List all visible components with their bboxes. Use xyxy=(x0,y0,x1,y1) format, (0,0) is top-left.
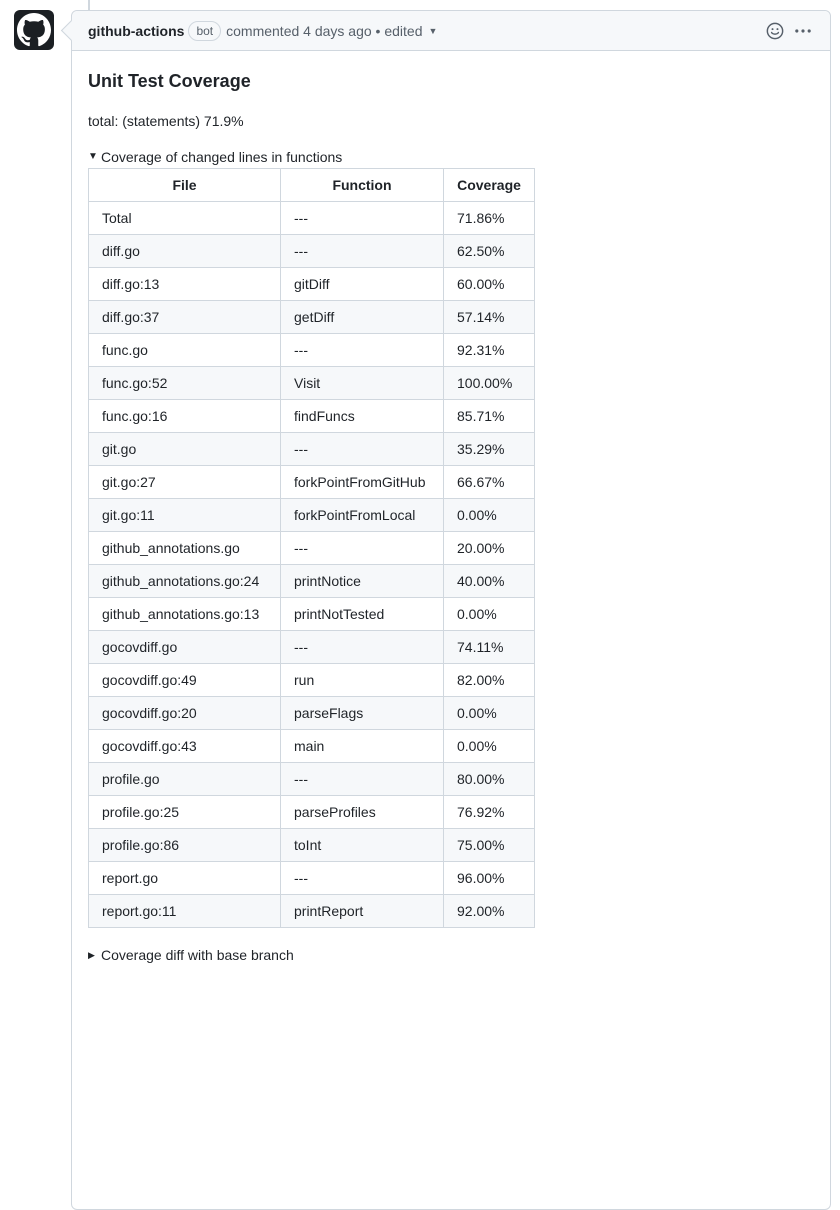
file-cell: func.go:16 xyxy=(89,400,281,433)
comment-body xyxy=(72,51,830,965)
file-cell: gocovdiff.go:20 xyxy=(89,697,281,730)
kebab-horizontal-icon[interactable] xyxy=(794,22,812,40)
function-cell: gitDiff xyxy=(281,268,444,301)
coverage-cell: 66.67% xyxy=(444,466,535,499)
column-header-function: Function xyxy=(281,169,444,202)
table-row xyxy=(89,235,535,268)
file-cell: profile.go:25 xyxy=(89,796,281,829)
coverage-cell: 0.00% xyxy=(444,598,535,631)
file-cell: git.go:27 xyxy=(89,466,281,499)
function-cell: Visit xyxy=(281,367,444,400)
coverage-cell: 0.00% xyxy=(444,697,535,730)
file-cell: report.go:11 xyxy=(89,895,281,928)
file-cell: github_annotations.go xyxy=(89,532,281,565)
function-cell: getDiff xyxy=(281,301,444,334)
coverage-cell: 74.11% xyxy=(444,631,535,664)
coverage-cell: 92.00% xyxy=(444,895,535,928)
coverage-cell: 76.92% xyxy=(444,796,535,829)
bot-badge: bot xyxy=(188,21,221,41)
function-cell: --- xyxy=(281,763,444,796)
table-row xyxy=(89,433,535,466)
comment-title: Unit Test Coverage xyxy=(88,71,251,91)
coverage-cell: 57.14% xyxy=(444,301,535,334)
table-row xyxy=(89,202,535,235)
table-row xyxy=(89,862,535,895)
function-cell: parseProfiles xyxy=(281,796,444,829)
table-row xyxy=(89,598,535,631)
table-header-row xyxy=(89,169,535,202)
function-cell: --- xyxy=(281,631,444,664)
function-cell: forkPointFromLocal xyxy=(281,499,444,532)
file-cell: gocovdiff.go:43 xyxy=(89,730,281,763)
github-logo-icon xyxy=(17,13,51,47)
file-cell: gocovdiff.go xyxy=(89,631,281,664)
function-cell: --- xyxy=(281,532,444,565)
table-row xyxy=(89,301,535,334)
function-cell: printReport xyxy=(281,895,444,928)
details2-summary-label: Coverage diff with base branch xyxy=(101,947,294,963)
table-row xyxy=(89,796,535,829)
file-cell: github_annotations.go:13 xyxy=(89,598,281,631)
coverage-table-body xyxy=(89,202,535,928)
coverage-cell: 62.50% xyxy=(444,235,535,268)
function-cell: run xyxy=(281,664,444,697)
function-cell: parseFlags xyxy=(281,697,444,730)
coverage-cell: 0.00% xyxy=(444,499,535,532)
function-cell: --- xyxy=(281,202,444,235)
table-row xyxy=(89,532,535,565)
smiley-icon[interactable] xyxy=(766,22,784,40)
file-cell: func.go xyxy=(89,334,281,367)
file-cell: diff.go:37 xyxy=(89,301,281,334)
comment-header xyxy=(72,11,830,51)
table-row xyxy=(89,367,535,400)
function-cell: main xyxy=(281,730,444,763)
table-row xyxy=(89,664,535,697)
table-row xyxy=(89,499,535,532)
function-cell: printNotTested xyxy=(281,598,444,631)
total-coverage: total: (statements) 71.9% xyxy=(88,113,244,129)
file-cell: func.go:52 xyxy=(89,367,281,400)
table-row xyxy=(89,565,535,598)
comment-box xyxy=(71,10,831,1210)
table-row xyxy=(89,631,535,664)
file-cell: git.go:11 xyxy=(89,499,281,532)
coverage-cell: 82.00% xyxy=(444,664,535,697)
table-row xyxy=(89,895,535,928)
coverage-cell: 75.00% xyxy=(444,829,535,862)
details-summary-coverage-diff[interactable] xyxy=(88,945,814,965)
triangle-right-icon: ▶ xyxy=(88,950,95,960)
author-link[interactable]: github-actions xyxy=(88,22,185,39)
coverage-cell: 40.00% xyxy=(444,565,535,598)
table-row xyxy=(89,400,535,433)
table-row xyxy=(89,697,535,730)
column-header-coverage: Coverage xyxy=(444,169,535,202)
file-cell: profile.go:86 xyxy=(89,829,281,862)
function-cell: forkPointFromGitHub xyxy=(281,466,444,499)
comment-meta[interactable]: commented 4 days ago • edited xyxy=(226,22,423,39)
table-row xyxy=(89,763,535,796)
details-summary-label: Coverage of changed lines in functions xyxy=(101,149,343,165)
function-cell: --- xyxy=(281,862,444,895)
table-row xyxy=(89,829,535,862)
file-cell: profile.go xyxy=(89,763,281,796)
table-row xyxy=(89,268,535,301)
file-cell: git.go xyxy=(89,433,281,466)
triangle-down-icon: ▼ xyxy=(88,151,98,162)
file-cell: gocovdiff.go:49 xyxy=(89,664,281,697)
function-cell: --- xyxy=(281,235,444,268)
coverage-cell: 20.00% xyxy=(444,532,535,565)
file-cell: github_annotations.go:24 xyxy=(89,565,281,598)
coverage-cell: 0.00% xyxy=(444,730,535,763)
coverage-cell: 96.00% xyxy=(444,862,535,895)
function-cell: toInt xyxy=(281,829,444,862)
coverage-cell: 35.29% xyxy=(444,433,535,466)
function-cell: --- xyxy=(281,334,444,367)
coverage-cell: 92.31% xyxy=(444,334,535,367)
details-summary-changed-lines[interactable] xyxy=(88,147,814,167)
avatar[interactable] xyxy=(14,10,54,50)
function-cell: --- xyxy=(281,433,444,466)
chevron-down-icon[interactable]: ▼ xyxy=(428,25,438,36)
function-cell: findFuncs xyxy=(281,400,444,433)
file-cell: diff.go:13 xyxy=(89,268,281,301)
column-header-file: File xyxy=(89,169,281,202)
coverage-cell: 60.00% xyxy=(444,268,535,301)
file-cell: Total xyxy=(89,202,281,235)
table-row xyxy=(89,466,535,499)
table-row xyxy=(89,730,535,763)
coverage-cell: 71.86% xyxy=(444,202,535,235)
coverage-cell: 80.00% xyxy=(444,763,535,796)
coverage-cell: 100.00% xyxy=(444,367,535,400)
coverage-table xyxy=(88,168,535,928)
coverage-cell: 85.71% xyxy=(444,400,535,433)
file-cell: report.go xyxy=(89,862,281,895)
table-row xyxy=(89,334,535,367)
function-cell: printNotice xyxy=(281,565,444,598)
file-cell: diff.go xyxy=(89,235,281,268)
